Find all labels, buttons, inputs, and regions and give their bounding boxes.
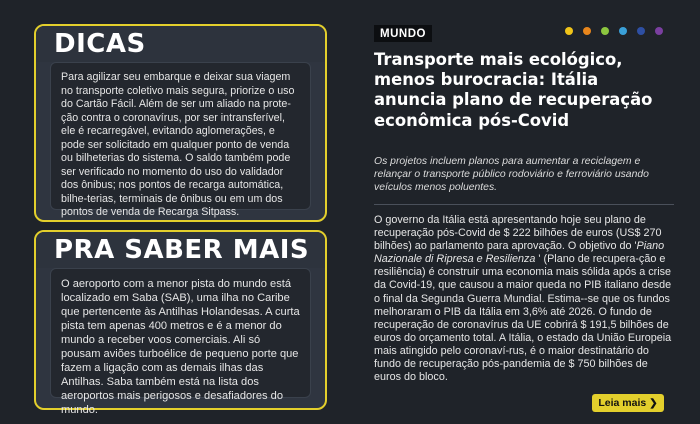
read-more-label: Leia mais (598, 397, 647, 409)
article-body-part-1: O governo da Itália está apresentando hoje seu plano de recuperação pós-Covid de $ 222 bilhões de euros (US$ 270 bilhões) ao parlamento para aprovação. O objetivo do ' (374, 214, 662, 253)
article-body-part-2: ' (Plano de recupera-ção e resiliência) é construir uma economia mais sólida após a crise da Covid-19, que causou a maior queda no PIB italiano desde o final da Segunda Guerra Mundial. Estima--se que os fundos melhoraram o PIB da Itália em 3,6% até 2026. O fundo de recuperação de coronavírus da UE cobrirá $ 191,5 bilhões de euros do orçamento total. A Itália, o estado da União Europeia mais atingido pelo coronaví-rus, é o maior destinatário do fundo de recuperação pós-pandemia de $ 750 bilhões de euros do bloco. (374, 253, 672, 384)
color-dot (565, 27, 573, 35)
chevron-right-icon: ❯ (649, 398, 658, 409)
dicas-header (36, 26, 325, 62)
color-dot (655, 27, 663, 35)
article-body (374, 214, 674, 384)
pra-saber-mais-panel (34, 230, 327, 416)
dicas-panel (34, 24, 327, 222)
pra-saber-mais-text-box (50, 268, 311, 416)
article-lede: Os projetos incluem planos para aumentar a reciclagem e relançar o transporte público rodoviário e ferroviário usando veículos menos poluentes. (374, 156, 649, 193)
pra-saber-mais-header (36, 232, 325, 268)
article-title: Transporte mais ecológico, menos burocracia: Itália anuncia plano de recuperação econômica pós-Covid (374, 50, 653, 130)
dicas-text-box (50, 62, 311, 218)
color-dot (637, 27, 645, 35)
pra-saber-mais-text: O aeroporto com a menor pista do mundo está localizado em Saba (SAB), uma ilha no Caribe que pertencente às Antilhas Holandesas. A curta pista tem apenas 400 metros e é a menor do mundo a receber voos comerciais. Ali só pousam aviões turboélice de pequeno porte que fazem a ligação com as demais ilhas das Antilhas. Saba também está na lista dos aeroportos mais perigosos e desafiadores do mundo. (61, 278, 300, 416)
divider (374, 204, 674, 205)
section-tag: MUNDO (374, 25, 432, 42)
dicas-heading: DICAS (54, 29, 146, 59)
color-dot (601, 27, 609, 35)
pra-saber-mais-heading: PRA SABER MAIS (54, 235, 310, 265)
color-dot (583, 27, 591, 35)
color-dot (619, 27, 627, 35)
article-body-italic: Piano Nazionale di Ripresa e Resilienza (374, 240, 665, 266)
dicas-text: Para agilizar seu embarque e deixar sua viagem no transporte coletivo mais segura, priorize o uso do Cartão Fácil. Além de ser um aliado na prote-ção contra o coronavírus, por ser intransferível, ele é recarregável, evitando aglomerações, e pode ser solicitado em qualquer ponto de venda ou bilheterias do sistema. O saldo também pode ser verificado no momento do uso do validador dos ônibus; nos pontos de recarga automática, bilhe-terias, terminais de ônibus ou em um dos pontos de venda de Recarga Sitpass. (61, 71, 295, 218)
read-more-button[interactable] (592, 394, 664, 412)
